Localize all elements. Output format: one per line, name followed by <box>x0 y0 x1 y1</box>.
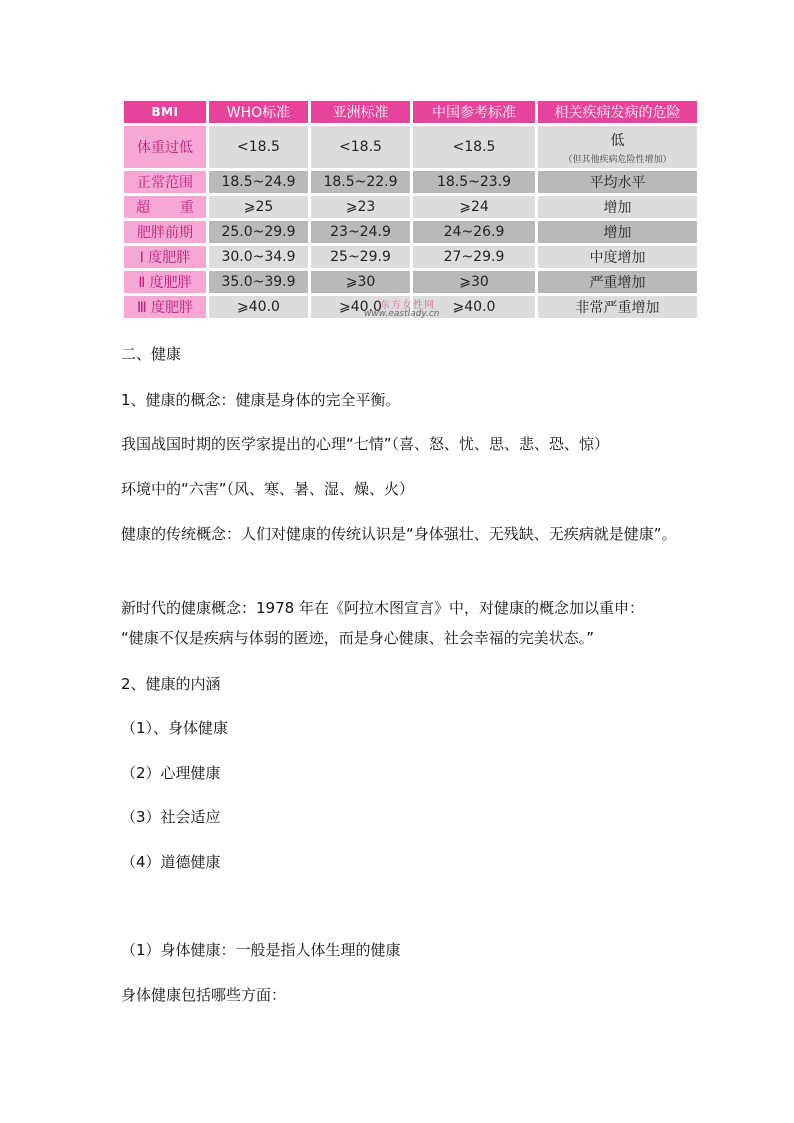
row-category: Ⅱ 度肥胖 <box>124 271 206 293</box>
row-category: 正常范围 <box>124 171 206 193</box>
cell-risk: 增加 <box>538 196 697 218</box>
physical-health-definition: （1）身体健康：一般是指人体生理的健康 <box>121 941 401 959</box>
cell-who: 30.0~34.9 <box>209 246 308 268</box>
list-item: （3）社会适应 <box>121 808 221 826</box>
modern-concept-line-2: “健康不仅是疾病与体弱的匿迹，而是身心健康、社会幸福的完美状态。” <box>121 629 595 647</box>
cell-risk: 中度增加 <box>538 246 697 268</box>
bmi-table <box>121 98 700 321</box>
cell-asia: ⩾23 <box>311 196 410 218</box>
cell-risk: 非常严重增加 <box>538 296 697 318</box>
cell-china: 27~29.9 <box>413 246 535 268</box>
table-row <box>124 221 697 243</box>
header-bmi: BMI <box>124 101 206 123</box>
list-item: （2）心理健康 <box>121 764 221 782</box>
qiqing-paragraph: 我国战国时期的医学家提出的心理“七情”（喜、怒、忧、思、悲、恐、惊） <box>121 435 610 453</box>
row-category: 体重过低 <box>124 126 206 168</box>
cell-asia: 25~29.9 <box>311 246 410 268</box>
risk-label: 低 <box>610 132 625 149</box>
watermark-url: www.eastlady.cn <box>364 309 440 319</box>
row-category-text: 超重 <box>136 200 224 216</box>
cell-who: ⩾40.0 <box>209 296 308 318</box>
cell-who: ⩾25 <box>209 196 308 218</box>
cell-china: 24~26.9 <box>413 221 535 243</box>
cell-who: 25.0~29.9 <box>209 221 308 243</box>
cell-china: <18.5 <box>413 126 535 168</box>
cell-asia: ⩾40.0 <box>311 296 410 318</box>
table-row <box>124 296 697 318</box>
watermark-cn: 东方女性网 <box>380 300 435 311</box>
cell-asia: 18.5~22.9 <box>311 171 410 193</box>
table-row <box>124 171 697 193</box>
row-category: Ⅲ 度肥胖 <box>124 296 206 318</box>
cell-china: 18.5~23.9 <box>413 171 535 193</box>
physical-health-aspects: 身体健康包括哪些方面： <box>121 986 287 1004</box>
row-category: Ⅰ 度肥胖 <box>124 246 206 268</box>
cell-risk: 平均水平 <box>538 171 697 193</box>
cell-asia: <18.5 <box>311 126 410 168</box>
list-item: （1）、身体健康 <box>121 719 229 737</box>
table-row <box>124 246 697 268</box>
risk-note: （但其他疾病危险性增加） <box>563 154 672 165</box>
table-header-row <box>124 101 697 123</box>
cell-risk: 增加 <box>538 221 697 243</box>
cell-asia: 23~24.9 <box>311 221 410 243</box>
cell-who: 18.5~24.9 <box>209 171 308 193</box>
cell-asia: ⩾30 <box>311 271 410 293</box>
section-heading: 二、健康 <box>121 345 182 363</box>
cell-china: ⩾30 <box>413 271 535 293</box>
cell-who: 35.0~39.9 <box>209 271 308 293</box>
modern-concept-line-1: 新时代的健康概念：1978 年在《阿拉木图宣言》中，对健康的概念加以重申： <box>121 599 644 617</box>
header-who: WHO标准 <box>209 101 308 123</box>
list-item: （4）道德健康 <box>121 853 221 871</box>
cell-china: ⩾24 <box>413 196 535 218</box>
table-row <box>124 271 697 293</box>
liuhai-paragraph: 环境中的“六害”（风、寒、暑、湿、燥、火） <box>121 480 415 498</box>
row-category <box>124 196 224 218</box>
health-concept: 1、健康的概念：健康是身体的完全平衡。 <box>121 391 401 409</box>
connotation-heading: 2、健康的内涵 <box>121 675 221 693</box>
header-china: 中国参考标准 <box>413 101 535 123</box>
header-asia: 亚洲标准 <box>311 101 410 123</box>
traditional-concept-paragraph: 健康的传统概念：人们对健康的传统认识是“身体强壮、无残缺、无疾病就是健康”。 <box>121 525 677 543</box>
cell-china: ⩾40.0 <box>413 296 535 318</box>
cell-risk <box>538 126 697 168</box>
cell-risk: 严重增加 <box>538 271 697 293</box>
table-row <box>124 126 697 168</box>
cell-who: <18.5 <box>209 126 308 168</box>
header-risk: 相关疾病发病的危险 <box>538 101 697 123</box>
table-row <box>124 196 697 218</box>
row-category: 肥胖前期 <box>124 221 206 243</box>
